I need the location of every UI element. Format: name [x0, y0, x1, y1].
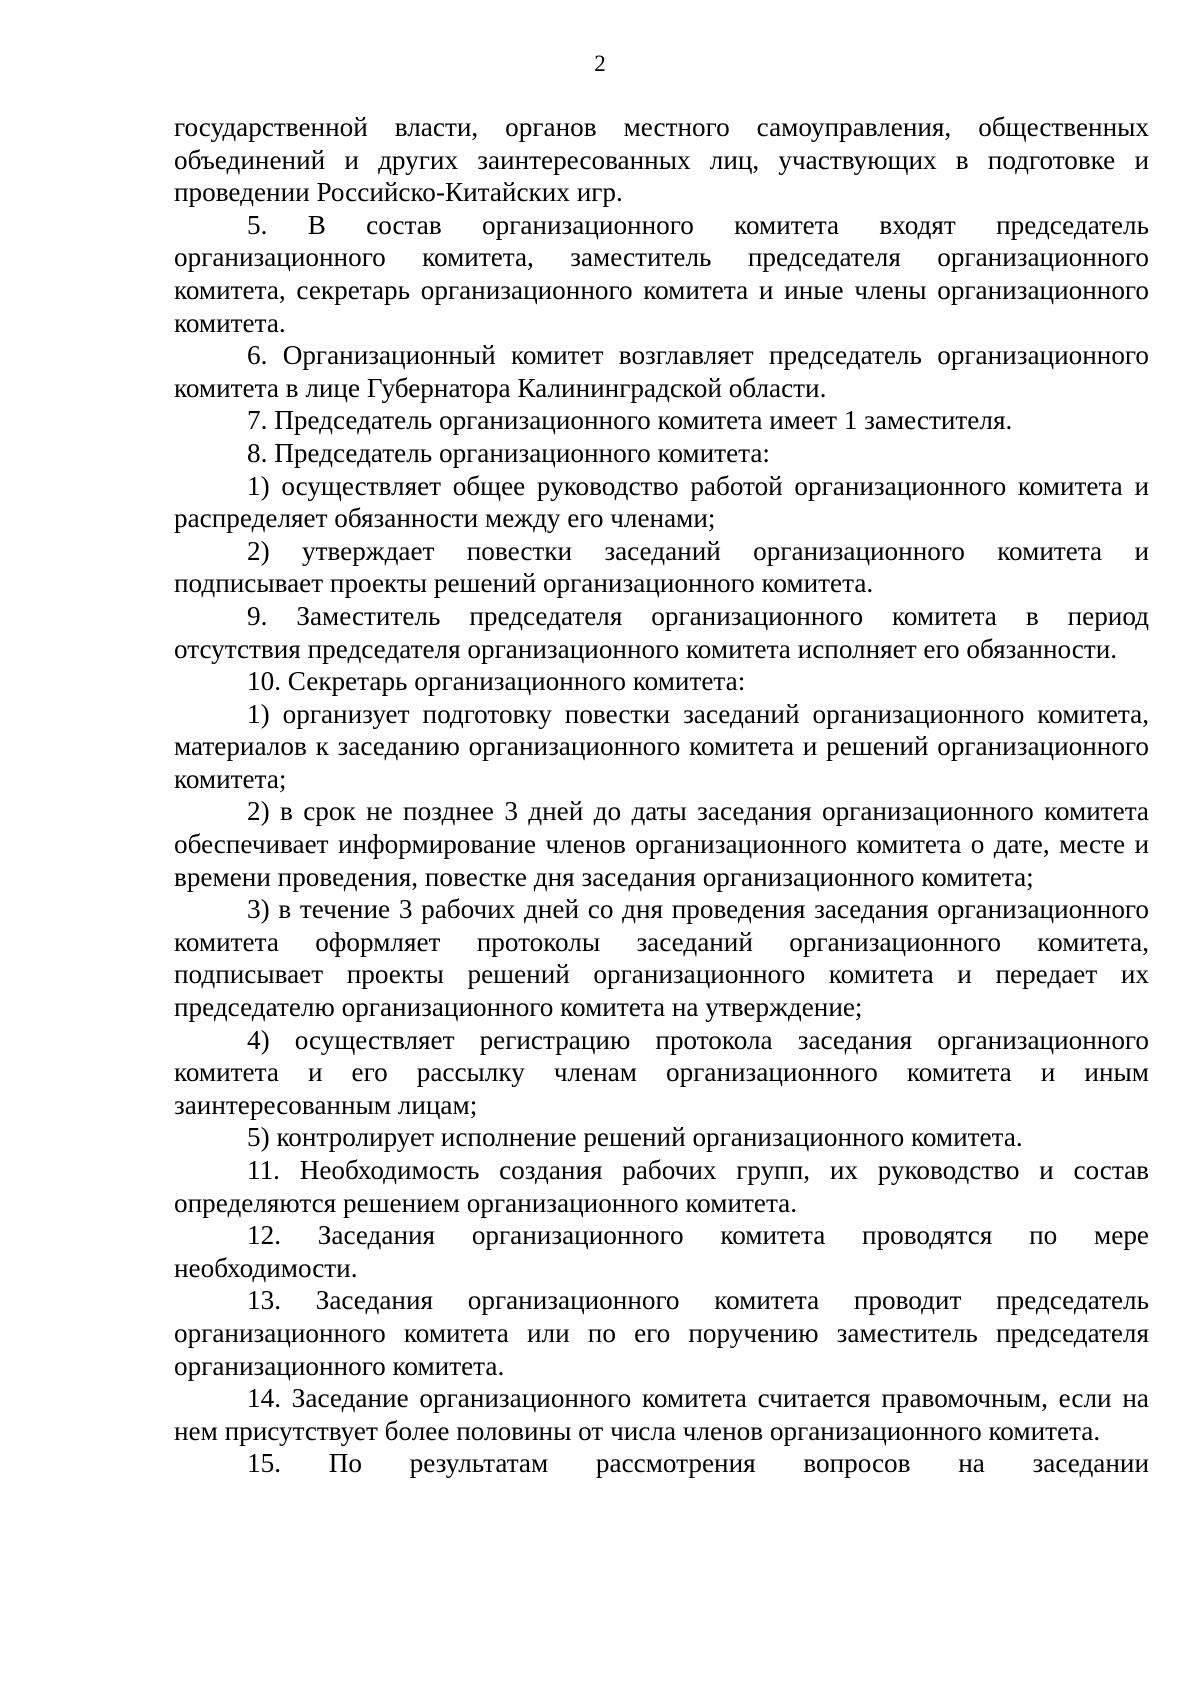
paragraph-item-14: 14. Заседание организационного комитета считается правомочным, если на нем присутствует более половины от числа членов организационного комитета. [174, 1383, 1149, 1446]
paragraph-item-8: 8. Председатель организационного комитета: [247, 437, 770, 468]
paragraph-item-10-1: 1) организует подготовку повестки заседаний организационного комитета, материалов к заседанию организационного комитета и решений организационного комитета; [174, 698, 1149, 794]
paragraph-item-10-2: 2) в срок не позднее 3 дней до даты заседания организационного комитета обеспечивает информирование членов организационного комитета о дате, месте и времени проведения, повестке дня заседания организационного комитета; [174, 796, 1149, 892]
paragraph-item-8-1: 1) осуществляет общее руководство работой организационного комитета и распределяет обязанности между его членами; [174, 470, 1149, 534]
paragraph-item-12: 12. Заседания организационного комитета проводятся по мере необходимости. [174, 1220, 1149, 1283]
paragraph-item-10-3: 3) в течение 3 рабочих дней со дня проведения заседания организационного комитета оформляет протоколы заседаний организационного комитета, подписывает проекты решений организационного комитета и передает их председателю организационного комитета на утверждение; [174, 894, 1149, 1023]
paragraph-item-10-5: 5) контролирует исполнение решений организационного комитета. [247, 1122, 1023, 1153]
paragraph-item-13: 13. Заседания организационного комитета проводит председатель организационного комитета или по его поручению заместитель председателя организационного комитета. [174, 1285, 1149, 1381]
paragraph-item-5: 5. В состав организационного комитета входят председатель организационного комитета, заместитель председателя организационного комитета, секретарь организационного комитета и иные члены организационного комитета. [174, 209, 1149, 338]
paragraph-item-10: 10. Секретарь организационного комитета: [247, 666, 746, 697]
paragraph-item-8-2: 2) утверждает повестки заседаний организационного комитета и подписывает проекты решений организационного комитета. [174, 535, 1149, 599]
paragraph-item-11: 11. Необходимость создания рабочих групп, их руководство и состав определяются решением организационного комитета. [174, 1155, 1149, 1218]
paragraph-item-15: 15. По результатам рассмотрения вопросов на заседании [247, 1448, 1149, 1479]
paragraph-item-9: 9. Заместитель председателя организационного комитета в период отсутствия председателя организационного комитета исполняет его обязанности. [174, 600, 1149, 664]
paragraph-continuation: государственной власти, органов местного самоуправления, общественных объединений и других заинтересованных лиц, участвующих в подготовке и проведении Российско-Китайских игр. [174, 112, 1149, 208]
document-body [174, 111, 1149, 1480]
paragraph-item-7: 7. Председатель организационного комитета имеет 1 заместителя. [247, 405, 1013, 436]
page-number: 2 [594, 51, 606, 76]
paragraph-item-10-4: 4) осуществляет регистрацию протокола заседания организационного комитета и его рассылку членам организационного комитета и иным заинтересованным лицам; [174, 1024, 1149, 1120]
paragraph-item-6: 6. Организационный комитет возглавляет председатель организационного комитета в лице Губернатора Калининградской области. [174, 340, 1149, 403]
